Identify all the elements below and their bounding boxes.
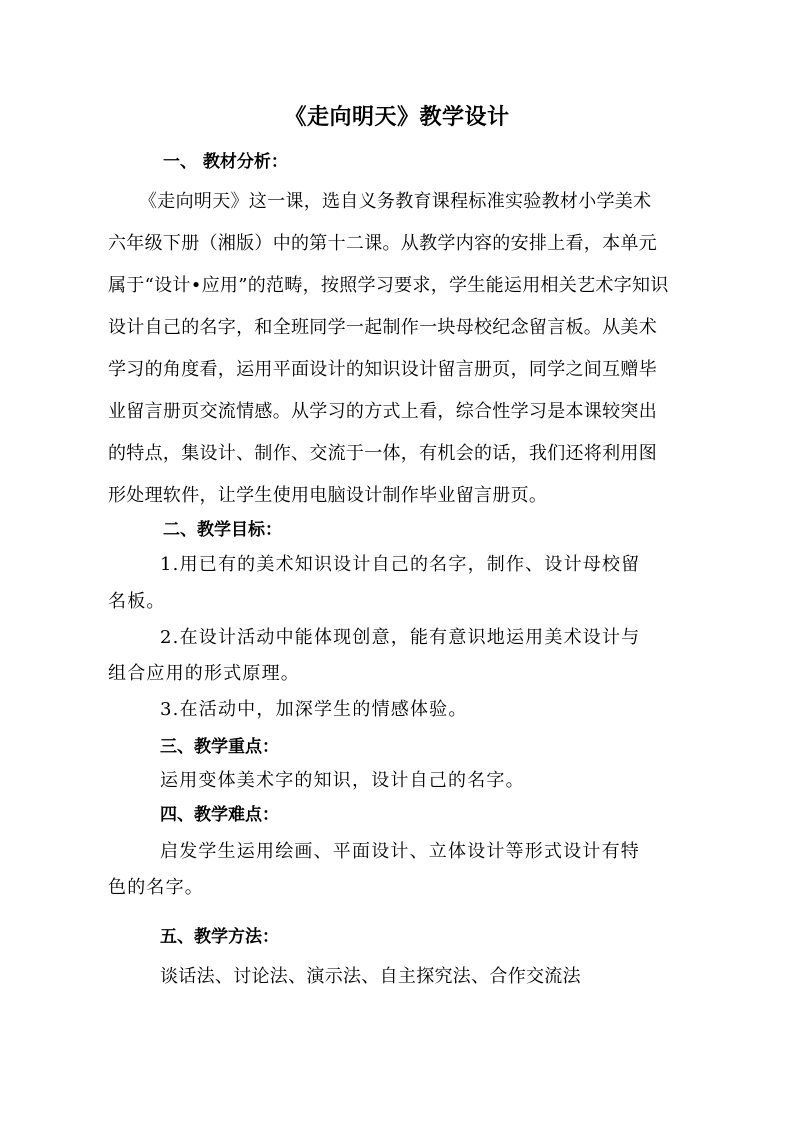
paragraph-line: 谈话法、讨论法、演示法、自主探究法、合作交流法 bbox=[160, 966, 581, 987]
paragraph-line: 属于“设计•应用”的范畴，按照学习要求，学生能运用相关艺术字知识 bbox=[108, 275, 669, 296]
paragraph-line: 运用变体美术字的知识，设计自己的名字。 bbox=[160, 770, 525, 791]
paragraph-line: 《走向明天》这一课，选自义务教育课程标准实验教材小学美术 bbox=[139, 191, 652, 212]
paragraph-line: 色的名字。 bbox=[108, 877, 204, 898]
paragraph-line: 启发学生运用绘画、平面设计、立体设计等形式设计有特 bbox=[160, 841, 640, 862]
section-heading-methods: 五、教学方法： bbox=[160, 927, 279, 947]
objective-item: 3.在活动中，加深学生的情感体验。 bbox=[160, 699, 468, 720]
objective-item-continued: 组合应用的形式原理。 bbox=[108, 663, 300, 684]
objective-item: 2.在设计活动中能体现创意，能有意识地运用美术设计与 bbox=[160, 627, 641, 648]
section-heading-objectives: 二、教学目标： bbox=[163, 520, 282, 540]
document-title: 《走向明天》教学设计 bbox=[284, 105, 510, 130]
paragraph-line: 形处理软件，让学生使用电脑设计制作毕业留言册页。 bbox=[108, 485, 548, 506]
section-heading-materials: 一、 教材分析： bbox=[163, 152, 288, 172]
objective-item: 1.用已有的美术知识设计自己的名字，制作、设计母校留 bbox=[160, 554, 641, 575]
paragraph-line: 学习的角度看，运用平面设计的知识设计留言册页，同学之间互赠毕 bbox=[108, 359, 657, 380]
objective-item-continued: 名板。 bbox=[108, 591, 166, 612]
paragraph-line: 设计自己的名字，和全班同学一起制作一块母校纪念留言板。从美术 bbox=[108, 317, 657, 338]
paragraph-line: 的特点，集设计、制作、交流于一体，有机会的话，我们还将利用图 bbox=[108, 443, 657, 464]
paragraph-line: 业留言册页交流情感。从学习的方式上看，综合性学习是本课较突出 bbox=[108, 401, 657, 422]
section-heading-key-points: 三、教学重点： bbox=[160, 737, 279, 757]
paragraph-line: 六年级下册（湘版）中的第十二课。从教学内容的安排上看，本单元 bbox=[108, 233, 657, 254]
section-heading-difficulties: 四、教学难点： bbox=[160, 805, 279, 825]
